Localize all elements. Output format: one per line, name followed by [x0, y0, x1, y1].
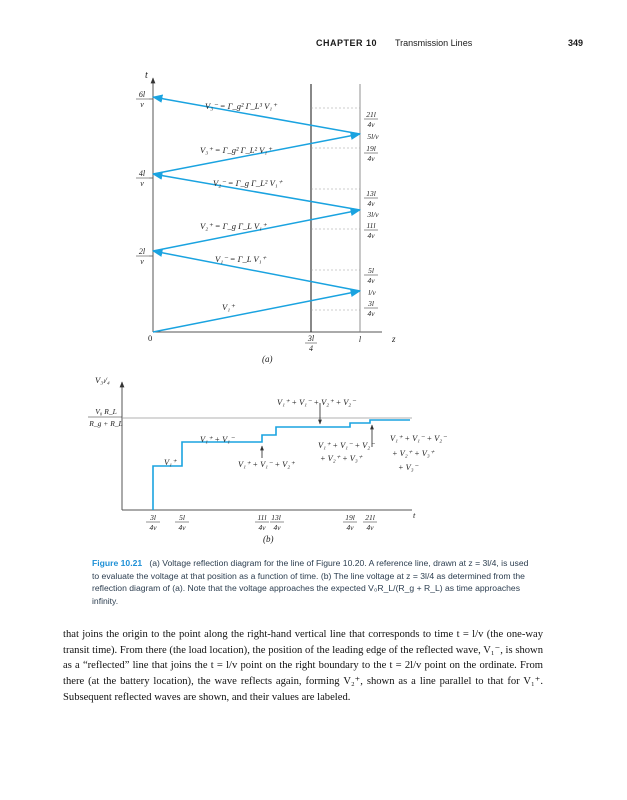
t-axis-label-a: t	[145, 70, 148, 81]
y-tick-6l-num: 6l	[138, 90, 146, 99]
wave-label-v3m: V₃⁻ = Γ_g² Γ_L³ V₁⁺	[205, 101, 277, 111]
bt-13l4v-den: 4v	[273, 523, 281, 532]
rt-5l4v-num: 5l	[368, 266, 374, 275]
z-tick-l: l	[358, 335, 362, 344]
bt-21l4v-num: 21l	[365, 513, 375, 522]
bt-11l4v-num: 11l	[257, 513, 267, 522]
rt-lv: l/v	[368, 288, 376, 297]
figure-b-label: (b)	[263, 534, 274, 544]
step-label-1: V₁⁺	[164, 458, 177, 467]
wave-label-v1m: V₁⁻ = Γ_L V₁⁺	[215, 254, 267, 264]
y-tick-4l-den: v	[140, 179, 144, 188]
rt-13l4v-den: 4v	[367, 199, 375, 208]
rt-3lv: 3l/v	[367, 210, 379, 219]
rt-5l4v-den: 4v	[367, 276, 375, 285]
rt-21l4v-den: 4v	[367, 120, 375, 129]
rt-3l4v-den: 4v	[367, 309, 375, 318]
rt-19l4v-den: 4v	[367, 154, 375, 163]
bt-5l4v-num: 5l	[179, 513, 185, 522]
bt-19l4v-den: 4v	[346, 523, 354, 532]
step-label-6c: + V₃⁻	[398, 463, 419, 472]
t-axis-label-b: t	[413, 510, 416, 520]
wave-label-v2p: V₂⁺ = Γ_g Γ_L V₁⁺	[200, 221, 267, 231]
step-label-3: V₁⁺ + V₁⁻ + V₂⁺	[238, 460, 295, 469]
step-label-5b: + V₂⁺ + V₃⁺	[320, 454, 363, 463]
bt-13l4v-num: 13l	[271, 513, 281, 522]
step-label-6b: + V₂⁺ + V₃⁺	[392, 449, 435, 458]
wave-label-v2m: V₂⁻ = Γ_g Γ_L² V₁⁺	[213, 178, 283, 188]
page-number: 349	[568, 38, 584, 48]
z-tick-3l4-num: 3l	[307, 334, 315, 343]
rt-21l4v-num: 21l	[366, 110, 376, 119]
bt-11l4v-den: 4v	[258, 523, 266, 532]
figure-caption	[92, 557, 532, 607]
bt-3l4v-den: 4v	[149, 523, 157, 532]
rt-3l4v-num: 3l	[368, 299, 374, 308]
chapter-title: Transmission Lines	[395, 38, 473, 48]
caption-text: (a) Voltage reflection diagram for the line of Figure 10.20. A reference line, drawn at z = 3l/4, is used to evaluate the voltage at that position as a function of time. (b) The line voltage at z = 3l/4 as determined from the reflection diagram of (a). Note that the voltage approaches the expected V₀R_L/(R_g + R_L) as time approaches infinity.	[92, 558, 529, 606]
step-label-2: V₁⁺ + V₁⁻	[200, 435, 235, 444]
wave-label-v3p: V₃⁺ = Γ_g² Γ_L² V₁⁺	[200, 145, 272, 155]
z-axis-label: z	[392, 334, 396, 344]
y-tick-2l-den: v	[140, 257, 144, 266]
chapter-label: CHAPTER 10	[316, 38, 378, 48]
wave-paths	[153, 97, 360, 332]
z-tick-3l4-den: 4	[309, 344, 313, 353]
figure-a-label: (a)	[262, 354, 273, 364]
asymptote-num: V₀ R_L	[95, 407, 117, 416]
caption-figure-number: Figure 10.21	[92, 558, 143, 568]
step-label-4: V₁⁺ + V₁⁻ + V₂⁺ + V₂⁻	[277, 398, 356, 407]
origin-label: 0	[148, 333, 153, 343]
bt-19l4v-num: 19l	[345, 513, 355, 522]
wave-label-v1p: V₁⁺	[222, 302, 235, 312]
body-paragraph: that joins the origin to the point along the right-hand vertical line that corresponds to time t = l/v (the one-way transit time). From there (the load location), the position of the leading edge of the reflected wave, V₁⁻, is shown as a “reflected” line that joins the t = l/v point on the right boundary to the t = 2l/v point on the ordinate. From there (at the battery location), the wave reflects again, forming V₂⁺, shown as a line parallel to that for V₁⁺. Subsequent reflected waves are shown, and their values are labeled.	[63, 629, 543, 703]
rt-19l4v-num: 19l	[366, 144, 376, 153]
step-label-5a: V₁⁺ + V₁⁻ + V₂⁻	[318, 441, 375, 450]
step-label-6a: V₁⁺ + V₁⁻ + V₂⁻	[390, 434, 447, 443]
v-axis-label-b: V₃ₗ/₄	[95, 375, 110, 385]
rt-13l4v-num: 13l	[366, 189, 376, 198]
bt-21l4v-den: 4v	[366, 523, 374, 532]
y-tick-2l-num: 2l	[138, 247, 146, 256]
asymptote-den: R_g + R_L	[89, 419, 123, 428]
rt-11l4v-num: 11l	[366, 221, 376, 230]
y-tick-4l-num: 4l	[138, 169, 146, 178]
bt-5l4v-den: 4v	[178, 523, 186, 532]
y-tick-6l-den: v	[140, 100, 144, 109]
bt-3l4v-num: 3l	[150, 513, 156, 522]
rt-5lv: 5l/v	[367, 132, 379, 141]
rt-11l4v-den: 4v	[367, 231, 375, 240]
body-paragraph-block	[63, 627, 543, 706]
